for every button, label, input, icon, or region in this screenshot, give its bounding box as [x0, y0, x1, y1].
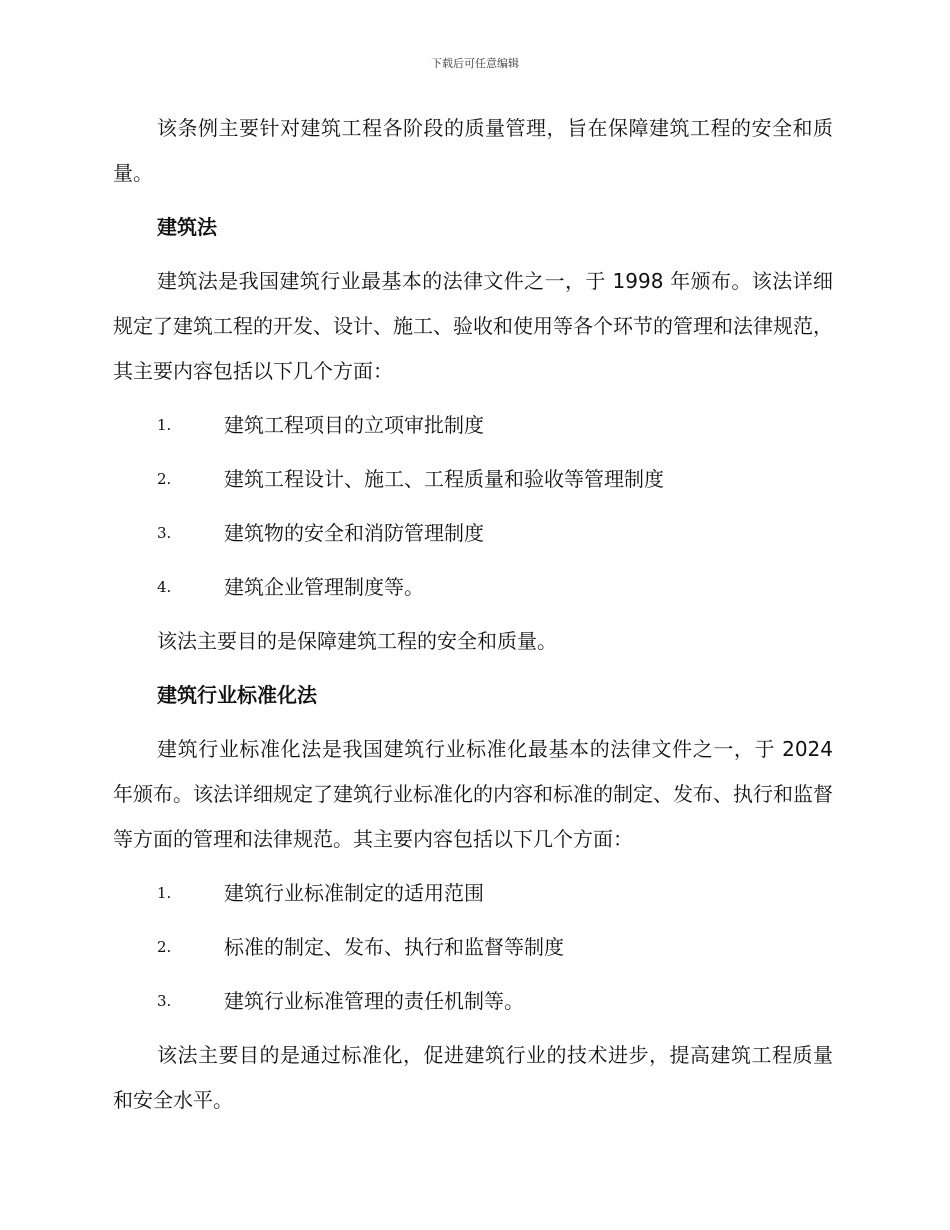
list-text: 建筑工程设计、施工、工程质量和验收等管理制度	[224, 467, 664, 491]
list-item	[113, 871, 833, 916]
list-item	[113, 979, 833, 1024]
list-item	[113, 403, 833, 448]
list-number: 1.	[157, 416, 172, 434]
header-note: 下载后可任意编辑	[431, 57, 519, 70]
list-number: 1.	[157, 884, 172, 902]
list-item	[113, 925, 833, 970]
list-text: 建筑企业管理制度等。	[224, 575, 424, 599]
list-number: 4.	[157, 578, 172, 596]
list-item	[113, 565, 833, 610]
section-heading-standardization-law: 建筑行业标准化法	[157, 683, 317, 707]
list-item	[113, 457, 833, 502]
paragraph-construction-law-purpose: 该法主要目的是保障建筑工程的安全和质量。	[157, 629, 557, 653]
section-heading-construction-law: 建筑法	[157, 215, 217, 239]
list-number: 3.	[157, 524, 172, 542]
list-text: 建筑行业标准管理的责任机制等。	[224, 989, 524, 1013]
list-number: 2.	[157, 938, 172, 956]
list-text: 标准的制定、发布、执行和监督等制度	[224, 935, 564, 959]
paragraph-standardization-law: 建筑行业标准化法是我国建筑行业标准化最基本的法律文件之一，于 2024 年颁布。该法详细规定了建筑行业标准化的内容和标准的制定、发布、执行和监督等方面的管理和法律规范。其主要内容包括以下几个方面：	[113, 737, 833, 851]
list-text: 建筑行业标准制定的适用范围	[224, 881, 484, 905]
list-number: 3.	[157, 992, 172, 1010]
paragraph-intro: 该条例主要针对建筑工程各阶段的质量管理，旨在保障建筑工程的安全和质量。	[113, 116, 833, 185]
list-text: 建筑工程项目的立项审批制度	[224, 413, 484, 437]
list-item	[113, 511, 833, 556]
list-number: 2.	[157, 470, 172, 488]
document-body	[113, 106, 833, 1132]
paragraph-construction-law: 建筑法是我国建筑行业最基本的法律文件之一，于 1998 年颁布。该法详细规定了建筑工程的开发、设计、施工、验收和使用等各个环节的管理和法律规范，其主要内容包括以下几个方面：	[113, 269, 833, 383]
list-text: 建筑物的安全和消防管理制度	[224, 521, 484, 545]
paragraph-standardization-law-purpose: 该法主要目的是通过标准化，促进建筑行业的技术进步，提高建筑工程质量和安全水平。	[113, 1043, 833, 1112]
